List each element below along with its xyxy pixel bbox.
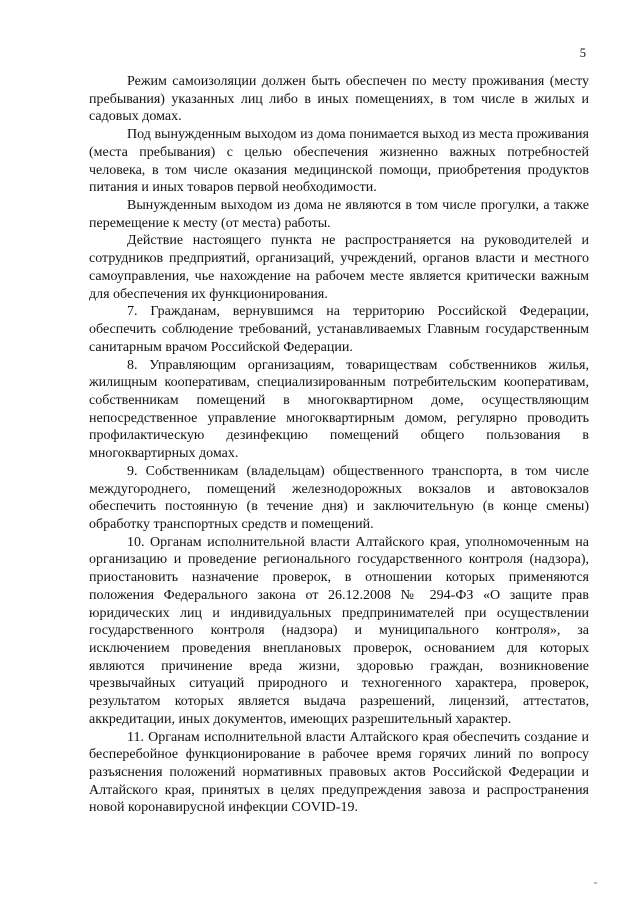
paragraph-item-7: 7. Гражданам, вернувшимся на территорию Российской Федерации, обеспечить соблюдение требований, устанавливаемых Главным государственным санитарным врачом Российской Федерации. [89,304,589,355]
scan-speck [594,882,597,884]
document-body [89,73,589,817]
paragraph-item-10: 10. Органам исполнительной власти Алтайского края, уполномоченным на организацию и проведение регионального государственного контроля (надзора), приостановить назначение проверок, в отношении которых применяются положения Федерального закона от 26.12.2008 № 294-ФЗ «О защите прав юридических лиц и индивидуальных предпринимателей при осуществлении государственного контроля (надзора) и муниципального контроля», за исключением проведения внеплановых проверок, основанием для которых являются причинение вреда жизни, здоровью граждан, возникновение чрезвычайных ситуаций природного и техногенного характера, проверок, результатом которых является выдача разрешений, лицензий, аттестатов, аккредитации, иных документов, имеющих разрешительный характер. [89,534,589,727]
page-number: 5 [579,46,586,60]
paragraph-self-isolation-place: Режим самоизоляции должен быть обеспечен по месту проживания (месту пребывания) указанных лиц либо в иных помещениях, в том числе в жилых и садовых домах. [89,74,589,125]
paragraph-item-8: 8. Управляющим организациям, товариществам собственников жилья, жилищным кооперативам, специализированным потребительским кооперативам, собственникам помещений в многоквартирном доме, осуществляющим непосредственное управление многоквартирным домом, регулярно проводить профилактическую дезинфекцию помещений общего пользования в многоквартирных домах. [89,357,589,462]
paragraph-forced-exit-definition: Под вынужденным выходом из дома понимается выход из места проживания (места пребывания) с целью обеспечения жизненно важных потребностей человека, в том числе оказания медицинской помощи, приобретения продуктов питания и иных товаров первой необходимости. [89,127,589,196]
paragraph-forced-exit-exclusions: Вынужденным выходом из дома не являются в том числе прогулки, а также перемещение к месту (от места) работы. [89,198,589,231]
paragraph-scope-exception: Действие настоящего пункта не распространяется на руководителей и сотрудников предприятий, организаций, учреждений, органов власти и местного самоуправления, чье нахождение на рабочем месте является критически важным для обеспечения их функционирования. [89,233,589,302]
paragraph-item-9: 9. Собственникам (владельцам) общественного транспорта, в том числе междугороднего, помещений железнодорожных вокзалов и автовокзалов обеспечить постоянную (в течение дня) и заключительную (в конце смены) обработку транспортных средств и помещений. [89,463,589,532]
paragraph-item-11: 11. Органам исполнительной власти Алтайского края обеспечить создание и бесперебойное функционирование в рабочее время горячих линий по вопросу разъяснения положений нормативных правовых актов Российской Федерации и Алтайского края, принятых в целях предупреждения завоза и распространения новой коронавирусной инфекции COVID-19. [89,729,589,816]
